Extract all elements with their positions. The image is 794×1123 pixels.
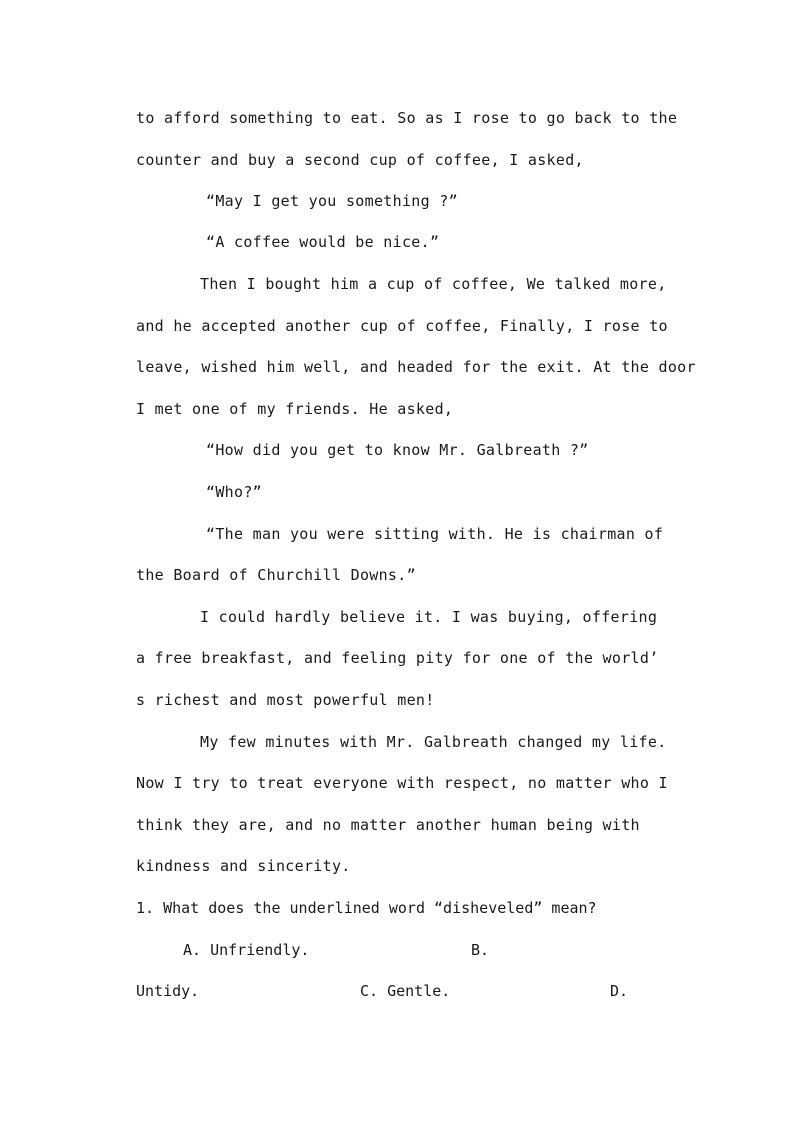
passage-line: Now I try to treat everyone with respect, no matter who I <box>136 774 668 792</box>
passage-line: s richest and most powerful men! <box>136 691 435 709</box>
passage-line: a free breakfast, and feeling pity for one of the world’ <box>136 649 659 667</box>
passage-line: the Board of Churchill Downs.” <box>136 566 416 584</box>
option-b-letter: B. <box>471 941 490 959</box>
passage-line: and he accepted another cup of coffee, Finally, I rose to <box>136 317 668 335</box>
question-stem: 1. What does the underlined word “disheveled” mean? <box>136 899 597 917</box>
paragraph-start: My few minutes with Mr. Galbreath changed my life. <box>200 733 667 751</box>
dialogue-line: “How did you get to know Mr. Galbreath ?” <box>206 441 589 459</box>
passage-line: counter and buy a second cup of coffee, I asked, <box>136 151 584 169</box>
dialogue-line: “May I get you something ?” <box>206 192 458 210</box>
passage-line: to afford something to eat. So as I rose to go back to the <box>136 109 678 127</box>
option-a: A. Unfriendly. <box>183 941 310 959</box>
paragraph-start: Then I bought him a cup of coffee, We talked more, <box>200 275 667 293</box>
dialogue-line: “A coffee would be nice.” <box>206 233 440 251</box>
option-b-text: Untidy. <box>136 982 200 1000</box>
dialogue-line: “Who?” <box>206 483 262 501</box>
option-c: C. Gentle. <box>360 982 451 1000</box>
passage-line: kindness and sincerity. <box>136 857 351 875</box>
dialogue-line: “The man you were sitting with. He is chairman of <box>206 525 664 543</box>
passage-line: I met one of my friends. He asked, <box>136 400 454 418</box>
paragraph-start: I could hardly believe it. I was buying, offering <box>200 608 658 626</box>
passage-line: think they are, and no matter another human being with <box>136 816 640 834</box>
option-d: D. <box>610 982 629 1000</box>
passage-line: leave, wished him well, and headed for the exit. At the door <box>136 358 696 376</box>
